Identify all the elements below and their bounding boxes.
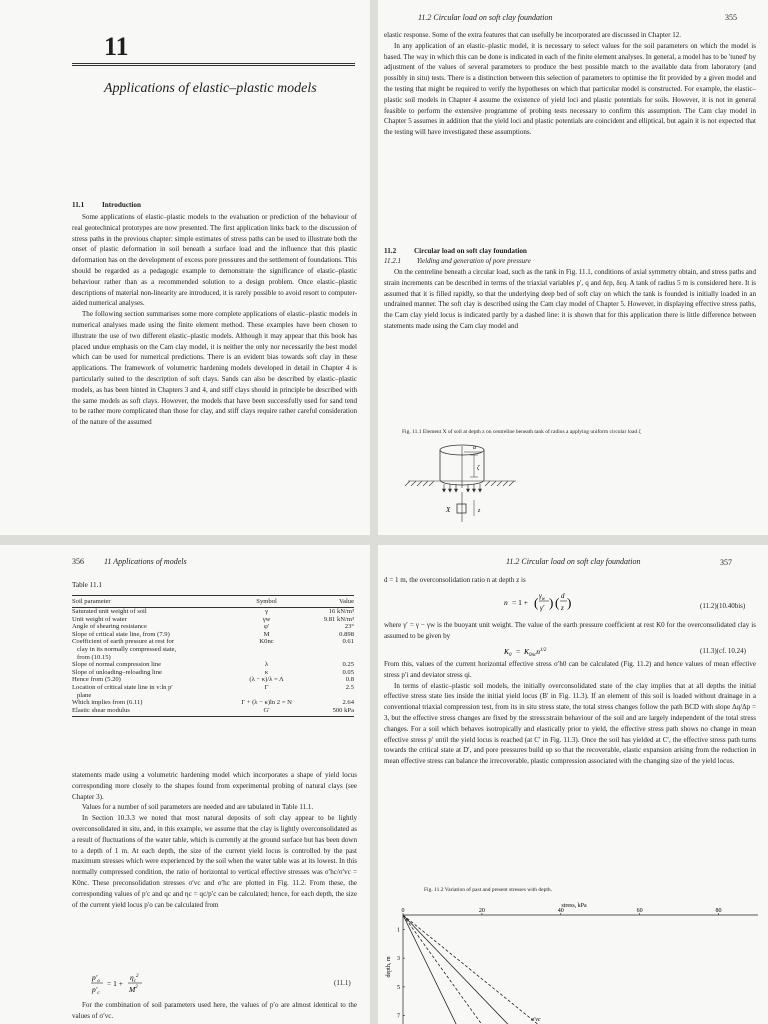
figure-caption-11-2: Fig. 11.2 Variation of past and present stresses with depth. [424, 887, 553, 893]
table-cell [227, 654, 306, 662]
x-axis-label: stress, kPa [561, 903, 587, 909]
table-cell: G′ [227, 707, 306, 717]
paragraph: Some applications of elastic–plastic models to the evaluation or prediction of the behaviour of real geotechnical prototypes are now presented. The first application links back to the discussion of stress paths in the previous chapter: simple estimates of stress paths can be used to illustrate both the onset of plastic deformation in soil beneath a surface load and the influence that this plastic deformation has on the development of excess pore pressures and the settlement of foundations. This should be regarded as a pedagogic example to demonstrate the significance of elastic–plastic behaviour rather than as a recommended solution to a design problem. Once elastic–plastic descriptions of material non-linearity are introduced, it is rarely possible to avoid resort to computer-aided numerical analyses. [72, 213, 357, 308]
svg-text:(: ( [555, 595, 560, 610]
table-cell: Hence from (5.20) [72, 676, 121, 684]
equation-formula [502, 643, 602, 659]
x-tick-label: 40 [557, 908, 564, 914]
svg-text:p′c: $p'_c$ [92, 985, 100, 996]
equation-11-2 [502, 587, 602, 619]
figure-caption-11-1: Fig. 11.1 Element X of soil at depth z on centreline beneath tank of radius a applying uniform circular load ζ [402, 429, 641, 435]
chart-axes [397, 908, 758, 1024]
body-text-356 [72, 770, 357, 910]
table-row [72, 638, 354, 646]
svg-text:M2: $M^2$ [129, 985, 138, 994]
svg-text:n: n [504, 598, 508, 607]
equation-11-1 [90, 970, 170, 998]
paragraph: statements made using a volumetric hardening model which incorporates a shape of yield locus corresponding more closely to the shapes found from experimental probing of natural clays (see Chapter 3). [72, 771, 357, 801]
table-body [72, 608, 354, 717]
section-heading-11-1: 11.1 Introduction [72, 201, 141, 209]
y-tick-label: 7 [397, 1013, 400, 1020]
table-cell: 2.5 [345, 683, 354, 691]
chart-series [403, 915, 545, 1024]
body-text-357-line1 [384, 575, 756, 586]
y-axis-label: depth, m [386, 956, 392, 978]
section-heading-11-2: 11.2 Circular load on soft clay foundation [384, 247, 527, 255]
table-cell: λ [264, 661, 269, 669]
x-tick-label: 60 [636, 908, 643, 914]
paragraph: In Section 10.3.3 we noted that most natural deposits of soft clay appear to be lightly overconsolidated in situ, and, in this example, we assume that the clay is lightly overconsolidated as a result of fluctuations of the water table, which is currently at the ground surface but has been down to a depth of 1 m. At each depth, the size of the current yield locus is controlled by the past maximum stresses which were experienced by the soil when the water table was at its lowest. In this normally compressed condition, the ratio of horizontal to vertical effective stresses was σ′hc/σ′vc = K0nc. These preconsolidation stresses σ′vc and σ′hc are plotted in Fig. 11.2. From these, the corresponding values of p′c and qc and ηc = qc/p′c can be calculated; hence, for each depth, the size of the current yield locus p′o can be calculated from [72, 814, 357, 909]
table-row [72, 661, 354, 669]
col-header: Soil parameter [72, 596, 227, 608]
x-tick-label: 0 [401, 908, 405, 914]
table-cell: Coefficient of earth pressure at rest for [72, 638, 175, 646]
soil-parameter-table [72, 595, 354, 717]
svg-text:=: = [516, 647, 521, 656]
paragraph: Values for a number of soil parameters are needed and are tabulated in Table 11.1. [82, 803, 314, 812]
table-cell: 23° [344, 623, 354, 631]
table-cell [227, 692, 306, 700]
col-header: Symbol [227, 596, 306, 608]
table-cell: 2.64 [342, 699, 354, 707]
svg-text:= 1 +: = 1 + [512, 598, 528, 607]
table-row [72, 699, 354, 707]
svg-text:K0ncn1/2: $K_{0nc}n^{1/2}$ [524, 647, 547, 658]
svg-text:): ) [549, 595, 554, 610]
table-cell: from (10.15) [77, 653, 111, 661]
table-cell: γ [265, 608, 269, 615]
page-number: 355 [725, 13, 737, 22]
table-cell: (λ − κ)/λ = Λ [249, 676, 284, 684]
series-line [403, 915, 513, 1024]
table-cell: 0.05 [342, 668, 354, 676]
svg-text:p′o: $p'_o$ [92, 973, 100, 984]
equation-formula [502, 587, 602, 617]
table-cell: Saturated unit weight of soil [72, 608, 147, 615]
element-label: X [446, 506, 451, 514]
table-cell: Which implies from (6.11) [72, 699, 143, 707]
soil-element [457, 504, 466, 513]
series-line [403, 915, 486, 1024]
table-cell: κ [264, 668, 269, 676]
running-head: 11.2 Circular load on soft clay foundation [506, 557, 641, 566]
svg-text:z: z [561, 604, 564, 612]
table-row [72, 654, 354, 662]
svg-text:γw: $\gamma_w$ [539, 592, 546, 602]
table-cell [306, 654, 354, 662]
table-cell: Γ + (λ − κ)ln 2 = N [241, 699, 292, 707]
height-label: ζ [477, 465, 480, 471]
paragraph: d = 1 m, the overconsolidation ratio n at depth z is [384, 576, 526, 584]
table-cell: φ′ [263, 623, 270, 631]
page-356 [0, 545, 370, 1024]
table-cell: Slope of unloading–reloading line [72, 668, 162, 676]
x-tick-label: 20 [478, 908, 485, 914]
body-text-355-top [384, 30, 756, 138]
table-row [72, 676, 354, 684]
y-tick-label: 1 [397, 927, 400, 934]
series-line [403, 915, 459, 1024]
table-row [72, 623, 354, 631]
table-cell: γw [262, 615, 271, 623]
paragraph: elastic response. Some of the extra features that can usefully be incorporated are discussed in Chapter 12. [384, 31, 682, 39]
table-cell [306, 692, 354, 700]
x-tick-label: 80 [715, 908, 722, 914]
table-cell: Slope of normal compression line [72, 661, 161, 669]
page-357 [378, 545, 768, 1024]
book-gutter [370, 0, 378, 1024]
table-row [72, 608, 354, 616]
equation-number: (11.1) [334, 979, 351, 987]
body-text-357-para1 [384, 620, 756, 642]
page-number: 356 [72, 557, 84, 566]
table-row [72, 692, 354, 700]
table-cell: Angle of shearing resistance [72, 623, 147, 631]
chapter-rule [72, 63, 355, 66]
table-row [72, 669, 354, 677]
table-cell: Slope of critical state line, from (7.9) [72, 630, 170, 638]
body-text-356-last [72, 1000, 357, 1022]
table-cell: plane [77, 691, 92, 699]
radius-label: a [473, 445, 476, 451]
paragraph: The following section summarises some more complete applications of elastic–plastic models in numerical analyses made using the finite element method. These examples have been chosen to illustrate the use of two different elastic–plastic models. Although it may appear that this book has placed undue emphasis on the Cam clay model, it is neither the only nor necessarily the best model which can be used for numerical predictions. There is an evident bias towards soft clay in these applications. The framework of volumetric hardening models developed in detail in Chapter 4 is particularly suited to the description of soft clays. Sands can also be described by elastic–plastic models, as has been hinted in Chapters 3 and 4, and stiff clays should in principle be described with the same models as soft clays. However, the models that have been successfully used for sand tend to be rather more complicated than those for clay, and stiff clays require rather careful consideration of the nature of the assumed [72, 310, 357, 427]
equation-formula [90, 970, 170, 996]
running-head: 11 Applications of models [104, 557, 187, 566]
svg-text:K0: $K_0$ [504, 647, 512, 658]
depth-label: z [478, 508, 481, 514]
svg-text:ηc2: $\eta_c^2$ [130, 973, 139, 984]
table-cell: 16 kN/m³ [328, 608, 354, 615]
body-text-355-sub [384, 267, 756, 332]
running-head: 11.2 Circular load on soft clay foundation [418, 13, 553, 22]
equation-number: (11.3)(cf. 10.24) [700, 647, 747, 655]
page-number: 357 [720, 558, 732, 567]
col-header: Value [306, 596, 354, 608]
table-cell: clay in its normally compressed state, [77, 645, 177, 653]
body-text-357-para2 [384, 659, 756, 767]
y-tick-label: 3 [397, 956, 400, 963]
table-cell [306, 646, 354, 654]
series-line [403, 915, 545, 1024]
table-cell: Unit weight of water [72, 615, 127, 623]
table-cell: Location of critical state line in v:ln p′ [72, 683, 173, 691]
table-cell: 0.61 [342, 638, 354, 646]
table-cell: 9.81 kN/m³ [323, 615, 354, 623]
page-354 [0, 0, 370, 535]
table-row [72, 631, 354, 639]
svg-text:= 1 +: = 1 + [107, 979, 123, 988]
page-355 [378, 0, 768, 535]
table-cell: Γ [264, 683, 269, 691]
paragraph: In terms of elastic–plastic soil models, the initially overconsolidated state of the clay implies that at all depths the initial effective stress state lies inside the initial yield locus (B′ in Fig. 11.3). If an element of this soil is loaded without drainage in a conventional triaxial compression test, from its in situ stress state, the total stress changes follow the path BCD with slope Δq/Δp = 3, but the effective stress changes are fixed by the stress:strain behaviour of the soil and are largely independent of the total stress changes. For a soil which behaves isotropically and elastically prior to yield, the effective stress path shows no change in mean effective stress p′ until the yield locus is reached (at C′ in Fig. 11.3). Once the soil has yielded at C′, the effective stress path turns towards the critical state at D′, and pore pressures build up so that the recoverable, elastic expansion arising from the reduction in mean effective stress can balance the irrecoverable, plastic compression associated with the changing size of the yield locus. [384, 681, 756, 766]
table-cell [227, 646, 306, 654]
table-cell: 500 kPa [306, 707, 354, 717]
svg-text:d: d [561, 592, 565, 600]
table-cell: K0nc [259, 638, 274, 646]
y-tick-label: 5 [397, 984, 400, 991]
table-row [72, 707, 354, 717]
svg-text:(: ( [534, 595, 539, 610]
paragraph: where γ′ = γ − γw is the buoyant unit weight. The value of the earth pressure coefficient at rest K0 for the overconsolidated clay is assumed to be given by [384, 621, 756, 640]
table-cell: 0.898 [339, 630, 354, 638]
table-title: Table 11.1 [72, 581, 102, 589]
spread-separator [0, 535, 768, 545]
figure-11-1-tank [378, 440, 768, 535]
table-row [72, 646, 354, 654]
table-cell: 0.8 [345, 676, 354, 684]
body-text-354 [72, 212, 357, 428]
subsection-heading: 11.2.1 Yielding and generation of pore pressure [384, 257, 531, 265]
table-row [72, 684, 354, 692]
svg-text:): ) [567, 595, 572, 610]
figure-11-2-chart [378, 895, 768, 1024]
svg-text:γ′: γ′ [540, 604, 545, 612]
paragraph: From this, values of the current horizontal effective stress σ′h0 can be calculated (Fig. 11.2) and hence values of mean effective stress p′i and deviator stress qi. [384, 660, 756, 679]
paragraph: For the combination of soil parameters used here, the values of p′o are almost identical to the values of σ′vc. [72, 1001, 357, 1020]
equation-number: (11.2)(10.40bis) [700, 602, 746, 610]
table-cell: Elastic shear modulus [72, 707, 227, 717]
chapter-number: 11 [104, 32, 129, 61]
table-row [72, 616, 354, 624]
paragraph: On the centreline beneath a circular load, such as the tank in Fig. 11.1, conditions of axial symmetry obtain, and stress paths and strain increments can be described in terms of the triaxial variables p′, q and δεp, δεq. A tank of radius 5 m is considered here. It is assumed that it is filled rapidly, so that the underlying deep bed of soft clay on which the tank is founded is initially loaded in an undrained manner. The soft clay is described using the Cam clay model of Chapter 5. However, in displaying effective stress paths, the Cam clay yield locus is indicated partly by a dashed line: it is shown that for this application there is little difference between statements made using the Cam clay model and [384, 268, 756, 330]
table-cell: M [263, 630, 270, 638]
table-cell: 0.25 [342, 661, 354, 669]
annotation-label: σ′vc [531, 1017, 541, 1023]
paragraph: In any application of an elastic–plastic model, it is necessary to select values for the soil parameters on which the model is based. The way in which this can be done is indicated in each of the finite element analyses. In general, a model has to be 'tuned' by adjustment of the values of several parameters to produce the best possible match to the available data from laboratory (and possibly in situ) tests. There is a distinction between this selection of parameters to optimise the fit provided by a given model and the testing that might be required to verify the hypotheses on which that particular model is constructed. For example, the elastic–plastic soil models in Chapter 4 assume the existence of yield loci and plastic potentials for soils. However, it is not in general feasible to perform the extensive programme of probing tests necessary to confirm this assumption. The Cam clay model in Chapter 5 assumes in addition that the yield loci and plastic potentials are coincident and elliptical, but again it is not expected that the testing will have investigated these assumptions. [384, 41, 756, 137]
chapter-title: Applications of elastic–plastic models [104, 81, 317, 96]
